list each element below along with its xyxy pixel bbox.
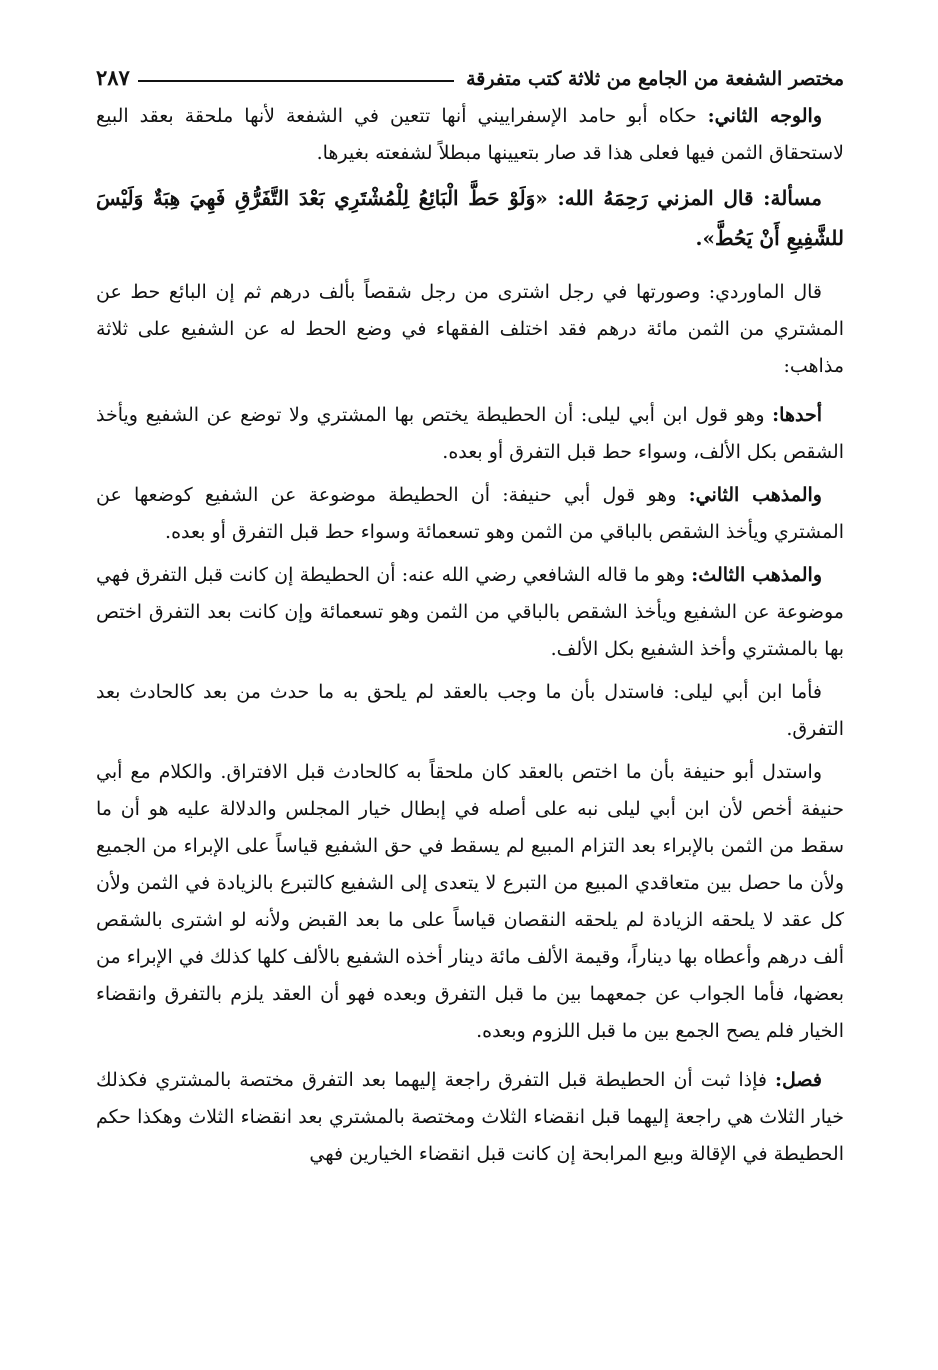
paragraph-fasl <box>96 1062 844 1173</box>
header-title: مختصر الشفعة من الجامع من ثلاثة كتب متفرقة <box>466 68 844 90</box>
masala-quote <box>96 178 844 258</box>
book-page <box>96 58 844 1185</box>
paragraph-lead: والمذهب الثالث: <box>691 564 822 586</box>
paragraph-abu-hanifa <box>96 754 844 1050</box>
paragraph-third-school <box>96 557 844 668</box>
paragraph-text: واستدل أبو حنيفة بأن ما اختص بالعقد كان ملحقاً به كالحادث قبل الافتراق. والكلام مع أبي حنيفة أخص لأن ابن أبي ليلى نبه على أصله في إبطال خيار المجلس والدلالة عليه هو أن ما سقط من الثمن بالإبراء بعد التزام المبيع لم يسقط في حق الشفيع قياساً على الإبراء من الجميع ولأن ما حصل بين متعاقدي المبيع من التبرع لا يتعدى إلى الشفيع كالتبرع بالزيادة في الثمن ولأن كل عقد لا يلحقه الزيادة لم يلحقه النقصان قياساً على ما بعد القبض ولأنه لو اشترى بالشقص ألف درهم وأعطاه بها ديناراً، وقيمة الألف مائة دينار أخذه الشفيع بالألف كلها كذلك في الإبراء من بعضها، فأما الجواب عن جمعهما بين ما قبل التفرق وبعده فهو أن العقد يلزم بالتفرق وانقضاء الخيار فلم يصح الجمع بين ما قبل اللزوم وبعده. <box>96 761 844 1042</box>
page-number: ٢٨٧ <box>96 65 130 90</box>
paragraph-text: وهو قول أبي حنيفة: أن الحطيطة موضوعة عن الشفيع كوضعها عن المشتري ويأخذ الشقص بالباقي من الثمن وهو تسعمائة وسواء حط قبل التفرق أو بعده. <box>96 484 844 543</box>
header-divider <box>138 80 454 82</box>
paragraph-text: فإذا ثبت أن الحطيطة قبل التفرق راجعة إليهما بعد التفرق مختصة بالمشتري فكذلك خيار الثلاث هي راجعة إليهما قبل انقضاء الثلاث ومختصة بالمشتري بعد انقضاء الثلاث وهكذا حكم الحطيطة في الإقالة وبيع المرابحة إن كانت قبل انقضاء الخيارين فهي <box>96 1069 844 1165</box>
paragraph-lead: مسألة: قال المزني <box>657 186 822 210</box>
paragraph-second-school <box>96 477 844 551</box>
paragraph-lead: فصل: <box>775 1069 822 1091</box>
running-header <box>96 58 844 90</box>
paragraph-text: فأما ابن أبي ليلى: فاستدل بأن ما وجب بالعقد لم يلحق به ما حدث من بعد كالحادث بعد التفرق. <box>96 681 844 740</box>
paragraph-first-school <box>96 397 844 471</box>
paragraph-lead: أحدها: <box>772 404 822 426</box>
paragraph-lead: والوجه الثاني: <box>707 105 822 127</box>
paragraph-second-aspect <box>96 98 844 172</box>
paragraph-text: حكاه أبو حامد الإسفراييني أنها تتعين في الشفعة لأنها ملحقة بعقد البيع لاستحقاق الثمن فيها فعلى هذا قد صار بتعيينها مبطلاً لشفعته بغيرها. <box>96 105 844 164</box>
paragraph-ibn-abi-layla <box>96 674 844 748</box>
paragraph-text: قال الماوردي: وصورتها في رجل اشترى من رجل شقصاً بألف درهم ثم إن البائع حط عن المشتري من الثمن مائة درهم فقد اختلف الفقهاء في وضع الحط له عن الشفيع على ثلاثة مذاهب: <box>96 281 844 377</box>
paragraph-text: وهو قول ابن أبي ليلى: أن الحطيطة يختص بها المشتري ولا توضع عن الشفيع ويأخذ الشقص بكل الألف، وسواء حط قبل التفرق أو بعده. <box>96 404 844 463</box>
paragraph-lead: والمذهب الثاني: <box>688 484 822 506</box>
paragraph-mawardi <box>96 274 844 385</box>
quoted-text: رَحِمَهُ الله: «وَلَوْ حَطَّ الْبَائِعُ لِلْمُشْتَرِي بَعْدَ التَّفَرُّقِ فَهِيَ هِبَةٌ وَلَيْسَ للشَّفِيعِ أَنْ يَحُطَّ». <box>96 186 844 250</box>
paragraph-text: وهو ما قاله الشافعي رضي الله عنه: أن الحطيطة إن كانت قبل التفرق فهي موضوعة عن الشفيع ويأخذ الشقص بالباقي من الثمن وهو تسعمائة وإن كانت بعد التفرق اختص بها بالمشتري وأخذ الشفيع بكل الألف. <box>96 564 844 660</box>
